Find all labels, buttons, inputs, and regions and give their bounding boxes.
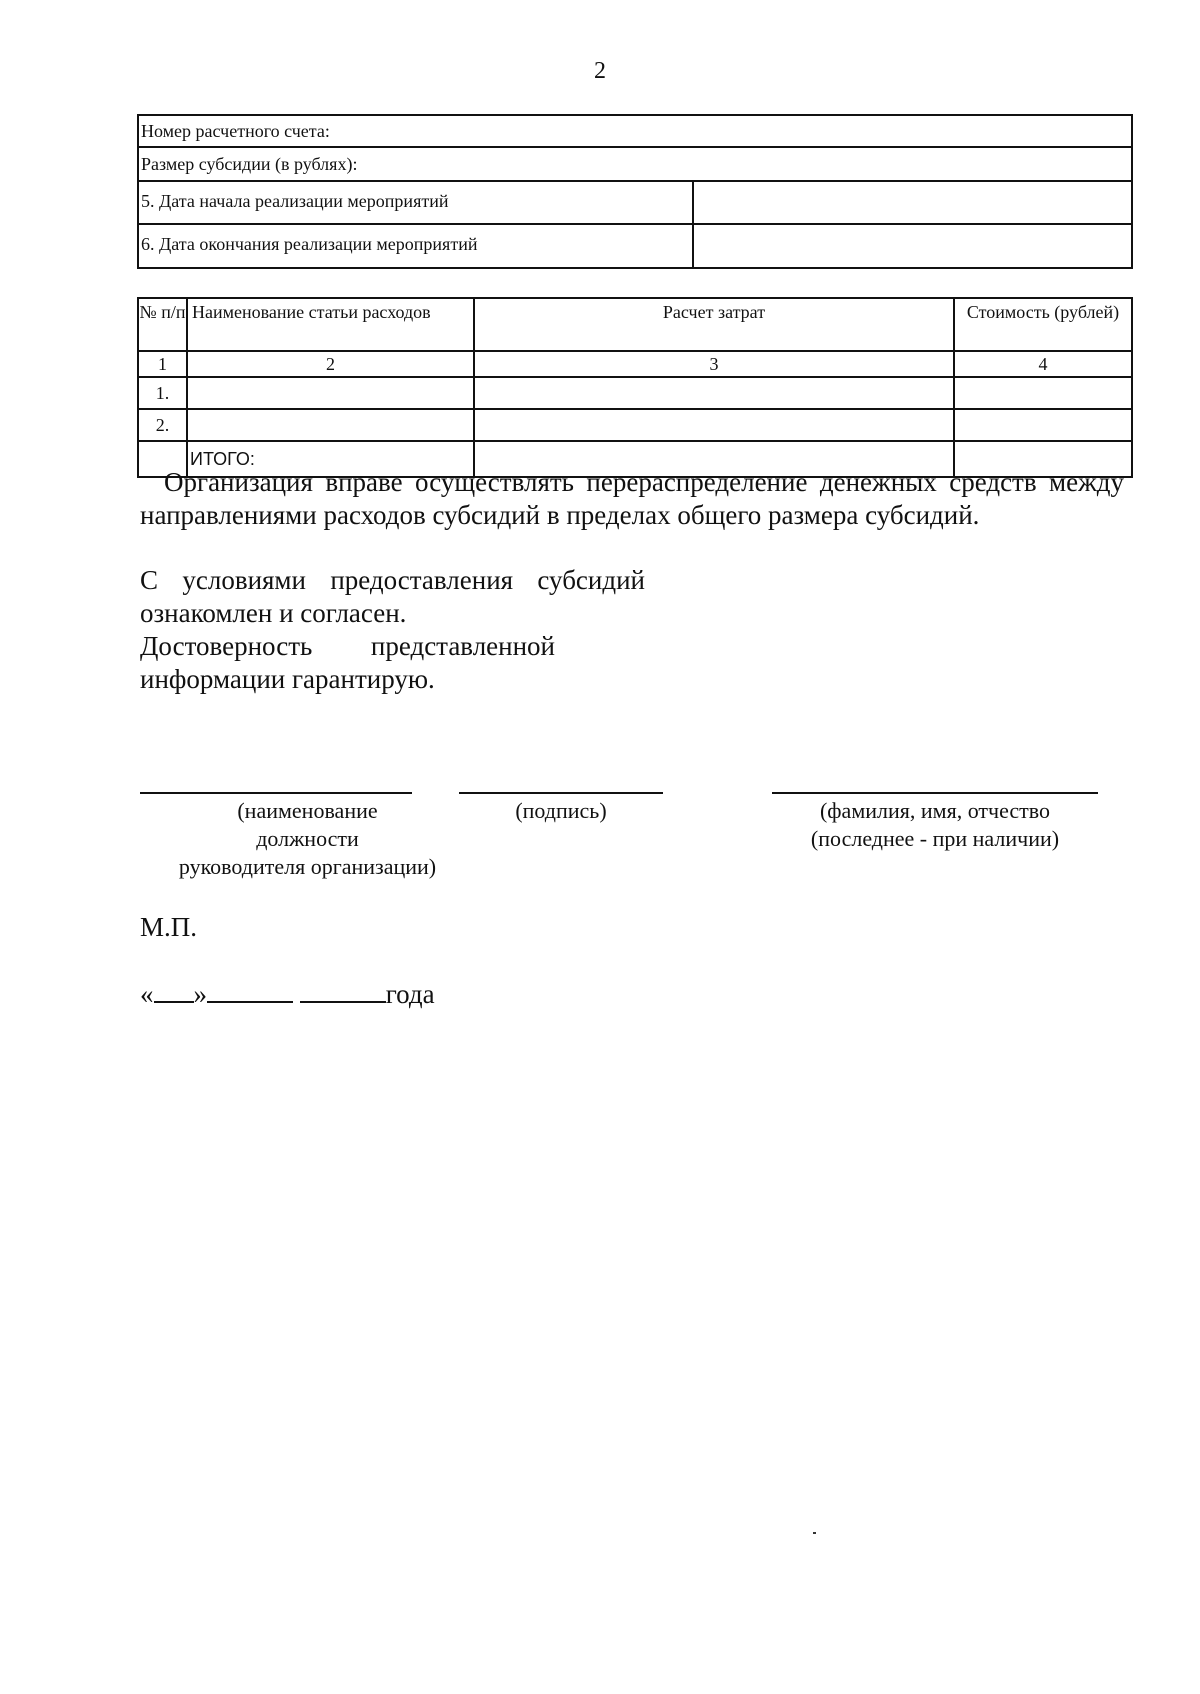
agreement-line: ознакомлен и согласен. bbox=[140, 598, 407, 628]
column-number: 3 bbox=[474, 351, 954, 377]
day-field[interactable] bbox=[154, 981, 194, 1003]
column-number: 1 bbox=[138, 351, 187, 377]
expense-item-cell[interactable] bbox=[187, 377, 474, 409]
column-number-row bbox=[138, 351, 1132, 377]
agreement-line: Достоверность представленной bbox=[140, 631, 555, 661]
year-suffix: года bbox=[385, 979, 435, 1009]
subsidy-amount-label: Размер субсидии (в рублях): bbox=[138, 147, 1132, 181]
column-number: 2 bbox=[187, 351, 474, 377]
signature-line[interactable] bbox=[459, 792, 663, 794]
redistribution-paragraph: Организация вправе осуществлять перераспределение денежных средств между направлениями расходов субсидий в пределах общего размера субсидий. bbox=[140, 467, 1124, 530]
year-field[interactable] bbox=[300, 981, 386, 1003]
cost-calculation-cell[interactable] bbox=[474, 377, 954, 409]
agreement-line: информации гарантирую. bbox=[140, 664, 435, 694]
end-date-label: 6. Дата окончания реализации мероприятий bbox=[138, 224, 693, 268]
open-quote: « bbox=[140, 979, 154, 1009]
account-number-label: Номер расчетного счета: bbox=[138, 115, 1132, 147]
date-line bbox=[140, 978, 435, 1011]
agreement-line: С условиями предоставления субсидий bbox=[140, 565, 645, 595]
caption-line: (последнее - при наличии) bbox=[810, 826, 1060, 851]
month-field[interactable] bbox=[207, 981, 293, 1003]
header-row-number: № п/п bbox=[138, 298, 187, 351]
table-header-row bbox=[138, 298, 1132, 351]
table-row bbox=[138, 377, 1132, 409]
position-signature-line[interactable] bbox=[140, 792, 412, 794]
total-label: ИТОГО: bbox=[187, 441, 474, 477]
full-name-signature-line[interactable] bbox=[772, 792, 1098, 794]
end-date-field[interactable] bbox=[693, 224, 1132, 268]
recipient-info-table bbox=[137, 114, 1133, 269]
close-quote: » bbox=[193, 979, 207, 1009]
cost-cell[interactable] bbox=[954, 377, 1132, 409]
full-name-caption bbox=[772, 797, 1098, 853]
column-number: 4 bbox=[954, 351, 1132, 377]
header-cost-rubles: Стоимость (рублей) bbox=[954, 298, 1132, 351]
row-number: 2. bbox=[138, 409, 187, 441]
scan-speck bbox=[813, 1532, 816, 1534]
expense-item-cell[interactable] bbox=[187, 409, 474, 441]
caption-line: (фамилия, имя, отчество bbox=[819, 798, 1051, 823]
agreement-statement bbox=[140, 564, 645, 696]
cost-calculation-cell[interactable] bbox=[474, 409, 954, 441]
caption-line: должности bbox=[256, 826, 359, 851]
header-expense-item: Наименование статьи расходов bbox=[187, 298, 474, 351]
caption-line: (наименование bbox=[237, 798, 378, 823]
header-cost-calculation: Расчет затрат bbox=[474, 298, 954, 351]
table-row bbox=[138, 224, 1132, 268]
table-row bbox=[138, 181, 1132, 224]
stamp-placeholder: М.П. bbox=[140, 912, 198, 942]
expense-table bbox=[137, 297, 1133, 478]
signature-caption: (подпись) bbox=[515, 798, 607, 823]
caption-line: руководителя организации) bbox=[178, 854, 437, 879]
table-row bbox=[138, 115, 1132, 147]
position-caption bbox=[140, 797, 475, 881]
table-row bbox=[138, 147, 1132, 181]
cost-cell[interactable] bbox=[954, 409, 1132, 441]
page-number: 2 bbox=[594, 58, 606, 84]
row-number: 1. bbox=[138, 377, 187, 409]
table-row bbox=[138, 409, 1132, 441]
start-date-field[interactable] bbox=[693, 181, 1132, 224]
start-date-label: 5. Дата начала реализации мероприятий bbox=[138, 181, 693, 224]
